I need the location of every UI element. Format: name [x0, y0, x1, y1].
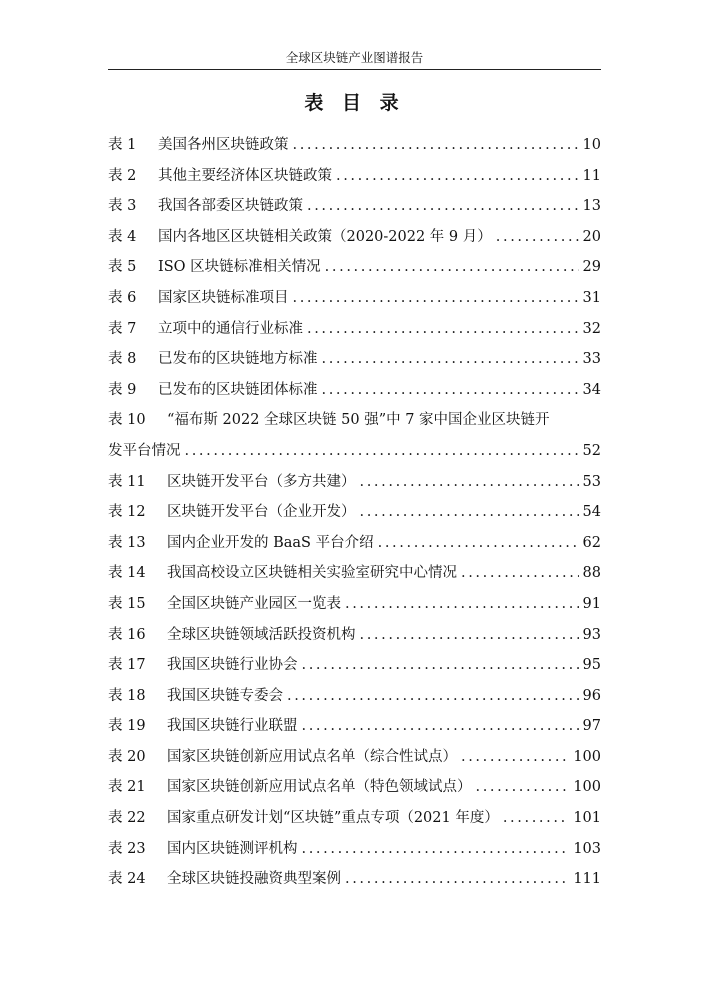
entry-number: 表 8 — [108, 351, 137, 368]
entry-label: 国家区块链创新应用试点名单（综合性试点） — [167, 748, 457, 765]
entry-page: 31 — [582, 289, 601, 306]
toc-entry[interactable] — [108, 467, 601, 498]
entry-label: 立项中的通信行业标准 — [158, 320, 303, 337]
running-header: 全球区块链产业图谱报告 — [285, 50, 424, 65]
entry-label: 我国区块链专委会 — [167, 687, 283, 704]
dot-leader — [307, 314, 579, 345]
toc-entry[interactable] — [108, 681, 601, 712]
dot-leader — [345, 864, 569, 895]
toc-entry[interactable] — [108, 222, 601, 253]
entry-label: 国内区块链测评机构 — [167, 840, 298, 857]
toc-entry[interactable] — [108, 742, 601, 773]
dot-leader — [360, 497, 579, 528]
toc-entry[interactable] — [108, 161, 601, 192]
entry-page: 32 — [582, 320, 601, 337]
entry-page: 97 — [582, 718, 601, 735]
entry-label: 我国高校设立区块链相关实验室研究中心情况 — [167, 565, 457, 582]
entry-page: 93 — [582, 626, 601, 643]
entry-page: 33 — [582, 351, 601, 368]
entry-number: 表 4 — [108, 228, 137, 245]
entry-number: 表 6 — [108, 289, 137, 306]
dot-leader — [503, 803, 569, 834]
dot-leader — [287, 681, 579, 712]
entry-page: 101 — [573, 810, 601, 827]
dot-leader — [185, 436, 579, 467]
entry-page: 52 — [582, 442, 601, 459]
entry-number: 表 12 — [108, 504, 146, 521]
entry-page: 53 — [582, 473, 601, 490]
entry-label: 区块链开发平台（企业开发） — [167, 504, 356, 521]
entry-page: 95 — [582, 657, 601, 674]
entry-page: 20 — [582, 228, 601, 245]
entry-page: 13 — [582, 198, 601, 215]
entry-number: 表 9 — [108, 381, 137, 398]
entry-page: 88 — [582, 565, 601, 582]
entry-label: 我国区块链行业协会 — [167, 657, 298, 674]
entry-page: 29 — [582, 259, 601, 276]
dot-leader — [378, 528, 579, 559]
entry-number: 表 17 — [108, 657, 146, 674]
entry-page: 91 — [582, 595, 601, 612]
entry-label: 全国区块链产业园区一览表 — [167, 595, 341, 612]
entry-label: 国家区块链标准项目 — [158, 289, 289, 306]
toc-entry[interactable] — [108, 803, 601, 834]
toc-entry[interactable] — [108, 772, 601, 803]
dot-leader — [325, 252, 579, 283]
toc-entry[interactable] — [108, 589, 601, 620]
entry-label: ISO 区块链标准相关情况 — [158, 259, 321, 276]
toc-entry[interactable] — [108, 130, 601, 161]
entry-number: 表 15 — [108, 595, 146, 612]
entry-label: 国内企业开发的 BaaS 平台介绍 — [167, 534, 374, 551]
entry-page: 100 — [573, 748, 601, 765]
entry-number: 表 7 — [108, 320, 137, 337]
toc-entry[interactable] — [108, 314, 601, 345]
entry-label: 国内各地区区块链相关政策（2020-2022 年 9 月） — [158, 228, 492, 245]
toc-entry[interactable] — [108, 620, 601, 651]
entry-number: 表 13 — [108, 534, 146, 551]
dot-leader — [302, 650, 579, 681]
entry-number: 表 10 — [108, 412, 146, 429]
entry-page: 62 — [582, 534, 601, 551]
toc-entry[interactable] — [108, 558, 601, 589]
toc-entry[interactable] — [108, 283, 601, 314]
entry-label-continued: 发平台情况 — [108, 442, 181, 459]
toc-entry[interactable] — [108, 834, 601, 865]
dot-leader — [360, 467, 579, 498]
entry-number: 表 22 — [108, 810, 146, 827]
entry-page: 111 — [573, 871, 601, 888]
entry-page: 96 — [582, 687, 601, 704]
entry-label: 其他主要经济体区块链政策 — [158, 167, 332, 184]
toc-entry[interactable] — [108, 528, 601, 559]
entry-label: 我国区块链行业联盟 — [167, 718, 298, 735]
entry-page: 34 — [582, 381, 601, 398]
entry-label: 已发布的区块链团体标准 — [158, 381, 318, 398]
dot-leader — [302, 834, 570, 865]
entry-label: 国家区块链创新应用试点名单（特色领域试点） — [167, 779, 472, 796]
entry-number: 表 20 — [108, 748, 146, 765]
toc-entry[interactable] — [108, 252, 601, 283]
entry-number: 表 23 — [108, 840, 146, 857]
dot-leader — [293, 130, 579, 161]
entry-number: 表 21 — [108, 779, 146, 796]
dot-leader — [336, 161, 579, 192]
toc-entry[interactable] — [108, 497, 601, 528]
entry-number: 表 2 — [108, 167, 137, 184]
dot-leader — [322, 375, 579, 406]
dot-leader — [345, 589, 579, 620]
entry-label: 全球区块链投融资典型案例 — [167, 871, 341, 888]
entry-page: 100 — [573, 779, 601, 796]
toc-entry[interactable] — [108, 344, 601, 375]
entry-number: 表 16 — [108, 626, 146, 643]
header-divider — [108, 69, 601, 70]
dot-leader — [461, 742, 569, 773]
toc-entry[interactable] — [108, 191, 601, 222]
dot-leader — [496, 222, 579, 253]
dot-leader — [476, 772, 570, 803]
entry-label: 已发布的区块链地方标准 — [158, 351, 318, 368]
entry-page: 10 — [582, 137, 601, 153]
toc-entry[interactable] — [108, 711, 601, 742]
dot-leader — [307, 191, 579, 222]
entry-label: 美国各州区块链政策 — [158, 137, 289, 153]
entry-label: 区块链开发平台（多方共建） — [167, 473, 356, 490]
entry-number: 表 24 — [108, 871, 146, 888]
entry-number: 表 18 — [108, 687, 146, 704]
entry-number: 表 14 — [108, 565, 146, 582]
page-title: 表 目 录 — [304, 92, 405, 114]
entry-number: 表 1 — [108, 137, 137, 153]
table-list — [108, 130, 601, 895]
dot-leader — [360, 620, 579, 651]
toc-entry[interactable] — [108, 650, 601, 681]
toc-entry[interactable] — [108, 405, 601, 466]
entry-page: 11 — [582, 167, 601, 184]
entry-number: 表 19 — [108, 718, 146, 735]
entry-page: 54 — [582, 504, 601, 521]
entry-label: 我国各部委区块链政策 — [158, 198, 303, 215]
dot-leader — [293, 283, 579, 314]
dot-leader — [461, 558, 579, 589]
entry-label: “福布斯 2022 全球区块链 50 强”中 7 家中国企业区块链开 — [167, 412, 550, 429]
entry-number: 表 3 — [108, 198, 137, 215]
entry-label: 国家重点研发计划“区块链”重点专项（2021 年度） — [167, 810, 499, 827]
dot-leader — [302, 711, 579, 742]
entry-label: 全球区块链领域活跃投资机构 — [167, 626, 356, 643]
entry-number: 表 11 — [108, 473, 146, 490]
entry-page: 103 — [573, 840, 601, 857]
toc-entry[interactable] — [108, 375, 601, 406]
toc-entry[interactable] — [108, 864, 601, 895]
entry-number: 表 5 — [108, 259, 137, 276]
dot-leader — [322, 344, 579, 375]
